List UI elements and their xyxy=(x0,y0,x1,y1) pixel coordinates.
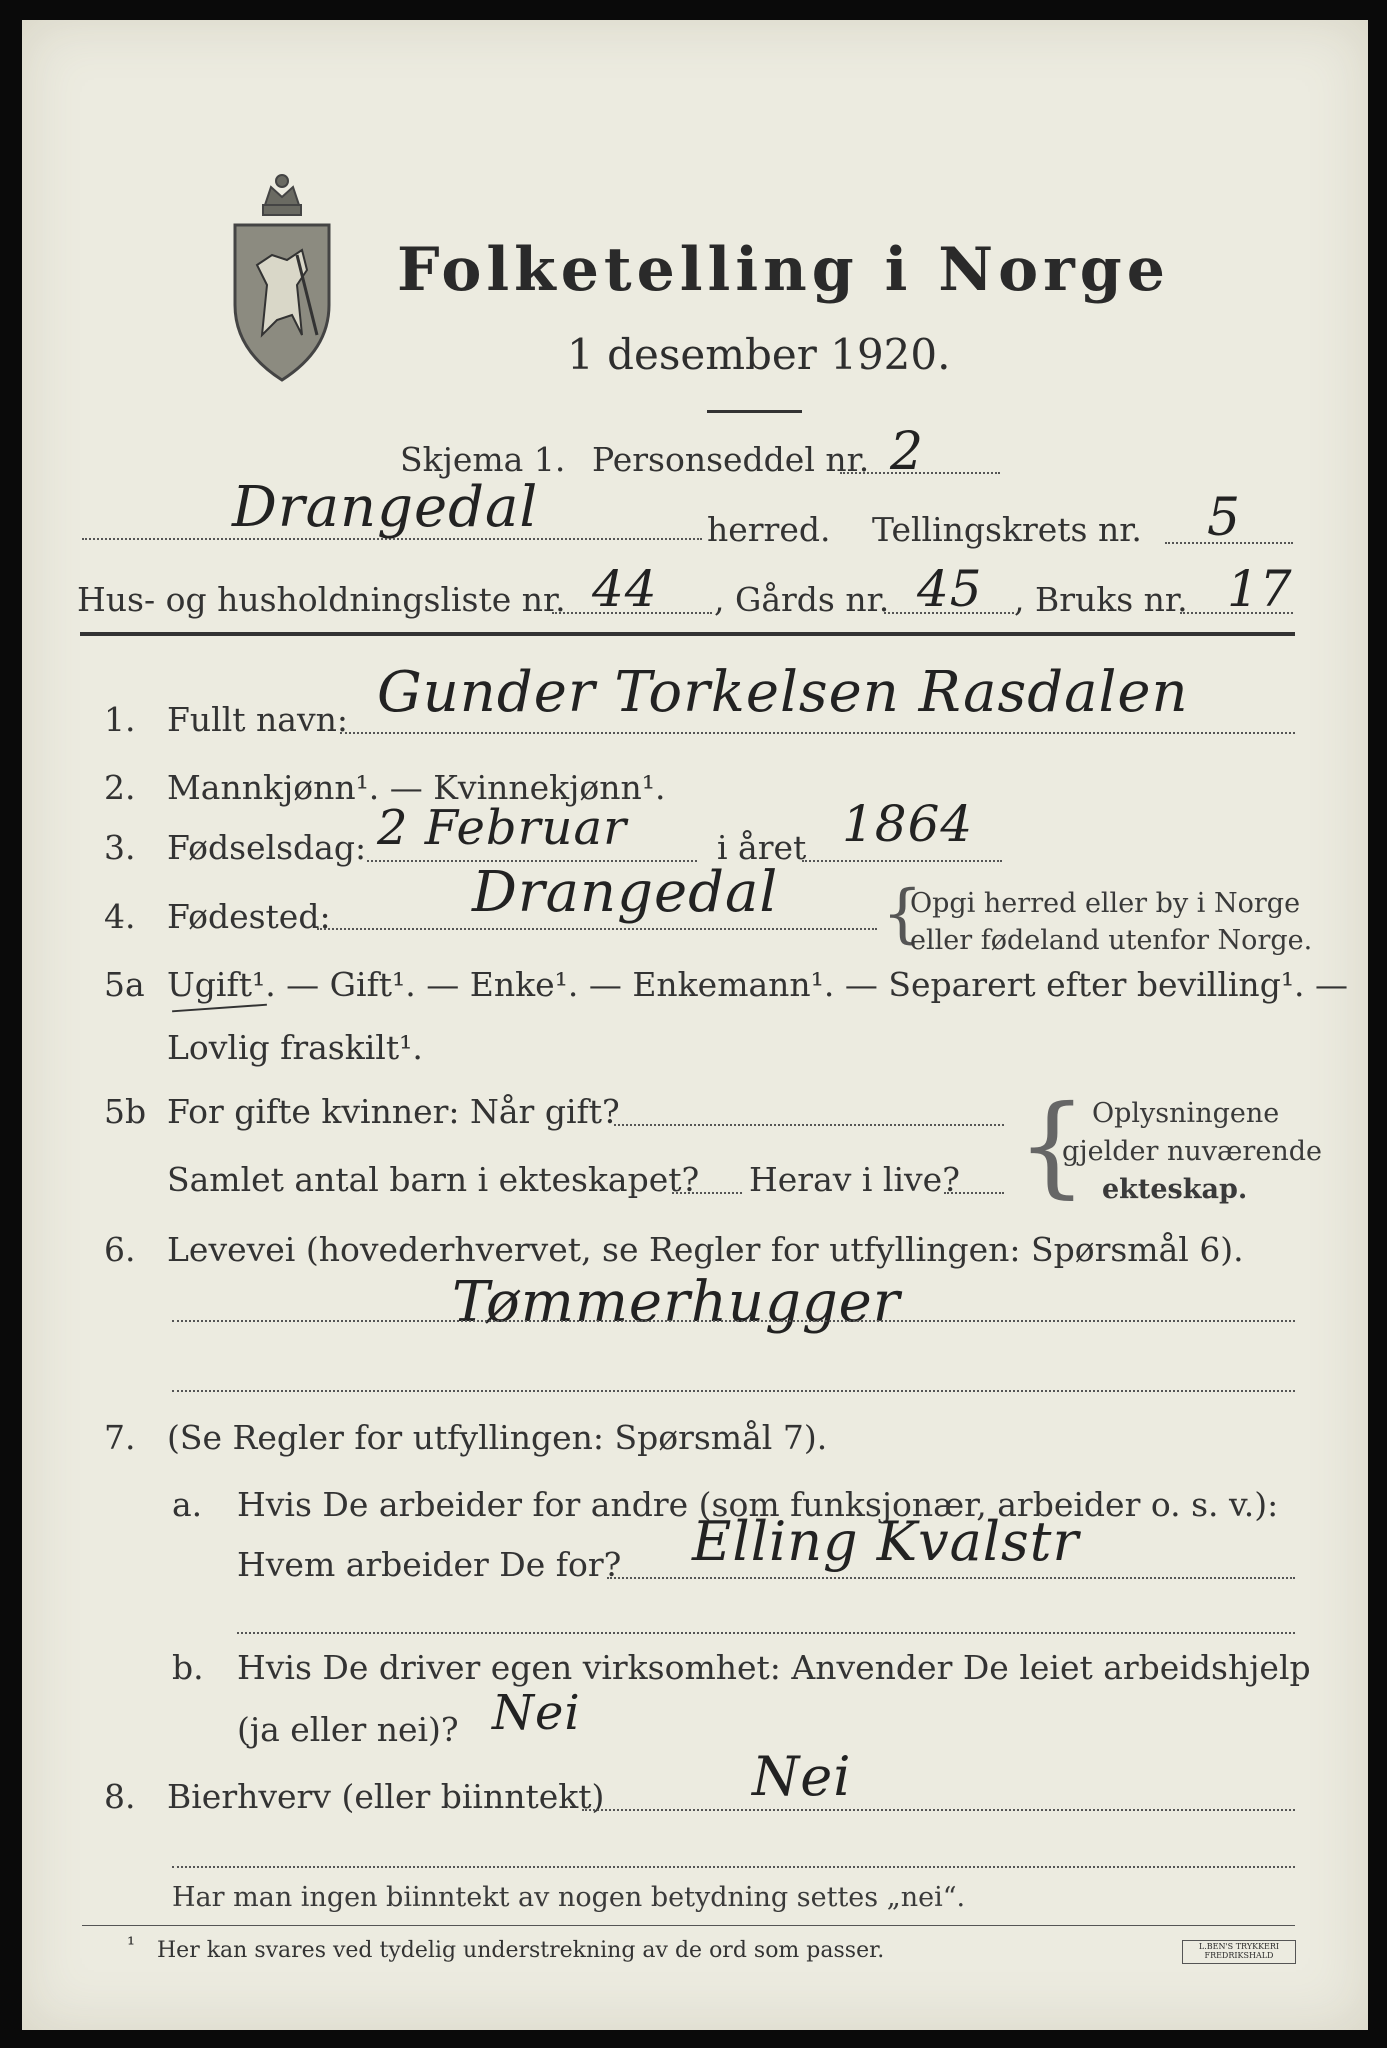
q7a-value: Elling Kvalstr xyxy=(692,1510,1080,1573)
q5a-handwritten-underline xyxy=(172,1004,267,1013)
bruks-label: , Bruks nr. xyxy=(1014,580,1188,619)
q4-line xyxy=(317,928,877,930)
herred-value: Drangedal xyxy=(232,475,539,540)
q5b-alive-line xyxy=(944,1192,1004,1194)
q5b-children-line xyxy=(672,1192,742,1194)
q3-year-value: 1864 xyxy=(842,795,974,853)
q8-value: Nei xyxy=(752,1745,852,1808)
gards-value: 45 xyxy=(917,560,983,618)
q7b-letter: b. xyxy=(172,1648,204,1687)
q1-number: 1. xyxy=(104,700,136,739)
q4-note-line1: Opgi herred eller by i Norge xyxy=(910,888,1301,919)
q5b-note-brace: { xyxy=(1017,1081,1087,1209)
q4-label: Fødested: xyxy=(167,897,331,936)
q5b-line2a: Samlet antal barn i ekteskapet? xyxy=(167,1160,700,1199)
q4-number: 4. xyxy=(104,897,136,936)
hus-value: 44 xyxy=(592,560,658,618)
q4-note-brace: { xyxy=(882,877,923,951)
form-title: Folketelling i Norge xyxy=(397,235,1170,305)
herred-label: herred. xyxy=(707,510,831,549)
q6-number: 6. xyxy=(104,1230,136,1269)
footnote-text: Her kan svares ved tydelig understrekning av de ord som passer. xyxy=(157,1938,885,1963)
q5b-note-line2: gjelder nuværende xyxy=(1062,1136,1322,1167)
q6-line1 xyxy=(172,1320,1295,1322)
q1-line xyxy=(340,732,1295,734)
q7a-line2: Hvem arbeider De for? xyxy=(237,1545,622,1584)
q3-year-label: i året xyxy=(717,828,807,867)
section-divider xyxy=(80,632,1295,636)
q7a-line-extra xyxy=(237,1632,1295,1634)
q8-line-extra xyxy=(172,1866,1295,1868)
hus-label: Hus- og husholdningsliste nr. xyxy=(77,580,566,619)
q7-number: 7. xyxy=(104,1418,136,1457)
q8-number: 8. xyxy=(104,1777,136,1816)
lion-shield-icon xyxy=(227,165,337,385)
q2-label: Mannkjønn¹. — Kvinnekjønn¹. xyxy=(167,768,666,807)
q5a-number: 5a xyxy=(104,965,145,1004)
q6-label: Levevei (hovederhvervet, se Regler for utfyllingen: Spørsmål 6). xyxy=(167,1230,1244,1269)
q5b-number: 5b xyxy=(104,1092,147,1131)
q8-line xyxy=(582,1809,1295,1811)
q5b-when-line xyxy=(614,1124,1004,1126)
q7-label: (Se Regler for utfyllingen: Spørsmål 7). xyxy=(167,1418,828,1457)
tellingskrets-label: Tellingskrets nr. xyxy=(872,510,1142,549)
footer-note: Har man ingen biinntekt av nogen betydning settes „nei“. xyxy=(172,1882,966,1913)
personseddel-label: Personseddel nr. xyxy=(592,440,870,479)
q7a-line1: Hvis De arbeider for andre (som funksjonær, arbeider o. s. v.): xyxy=(237,1485,1279,1524)
q3-label: Fødselsdag: xyxy=(167,828,367,867)
q1-value: Gunder Torkelsen Rasdalen xyxy=(377,660,1189,725)
q5b-line2b: Herav i live? xyxy=(749,1160,960,1199)
form-date: 1 desember 1920. xyxy=(567,330,951,379)
q2-number: 2. xyxy=(104,768,136,807)
q6-line2 xyxy=(172,1390,1295,1392)
q7a-letter: a. xyxy=(172,1485,203,1524)
q7b-line1: Hvis De driver egen virksomhet: Anvender De leiet arbeidshjelp xyxy=(237,1648,1311,1687)
q3-year-line xyxy=(802,860,1002,862)
skjema-label: Skjema 1. xyxy=(400,440,566,479)
title-divider xyxy=(707,410,802,413)
q7b-line2: (ja eller nei)? xyxy=(237,1710,459,1749)
tellingskrets-value: 5 xyxy=(1207,488,1242,548)
footer-divider xyxy=(82,1925,1295,1926)
gards-label: , Gårds nr. xyxy=(714,580,890,619)
q5a-line1: Ugift¹. — Gift¹. — Enke¹. — Enkemann¹. — Separert efter bevilling¹. — xyxy=(167,965,1349,1004)
personseddel-value: 2 xyxy=(890,422,925,482)
q6-value: Tømmerhugger xyxy=(452,1270,901,1335)
q7b-value: Nei xyxy=(492,1685,581,1741)
coat-of-arms-emblem xyxy=(227,165,337,385)
q5a-line2: Lovlig fraskilt¹. xyxy=(167,1028,423,1067)
q4-note-line2: eller fødeland utenfor Norge. xyxy=(910,925,1313,956)
q3-value: 2 Februar xyxy=(377,800,628,856)
q1-label: Fullt navn: xyxy=(167,700,348,739)
bruks-value: 17 xyxy=(1227,560,1293,618)
q3-number: 3. xyxy=(104,828,136,867)
q4-value: Drangedal xyxy=(472,860,779,925)
census-form xyxy=(22,20,1368,2030)
printer-stamp: L.BEN'S TRYKKERI FREDRIKSHALD xyxy=(1182,1940,1296,1964)
footnote-mark: ¹ xyxy=(127,1932,136,1956)
q8-label: Bierhverv (eller biinntekt) xyxy=(167,1777,605,1816)
q5b-note-line3: ekteskap. xyxy=(1102,1174,1248,1205)
q5b-note-line1: Oplysningene xyxy=(1092,1098,1280,1129)
q5b-line1: For gifte kvinner: Når gift? xyxy=(167,1092,620,1131)
q7a-line xyxy=(607,1577,1295,1579)
